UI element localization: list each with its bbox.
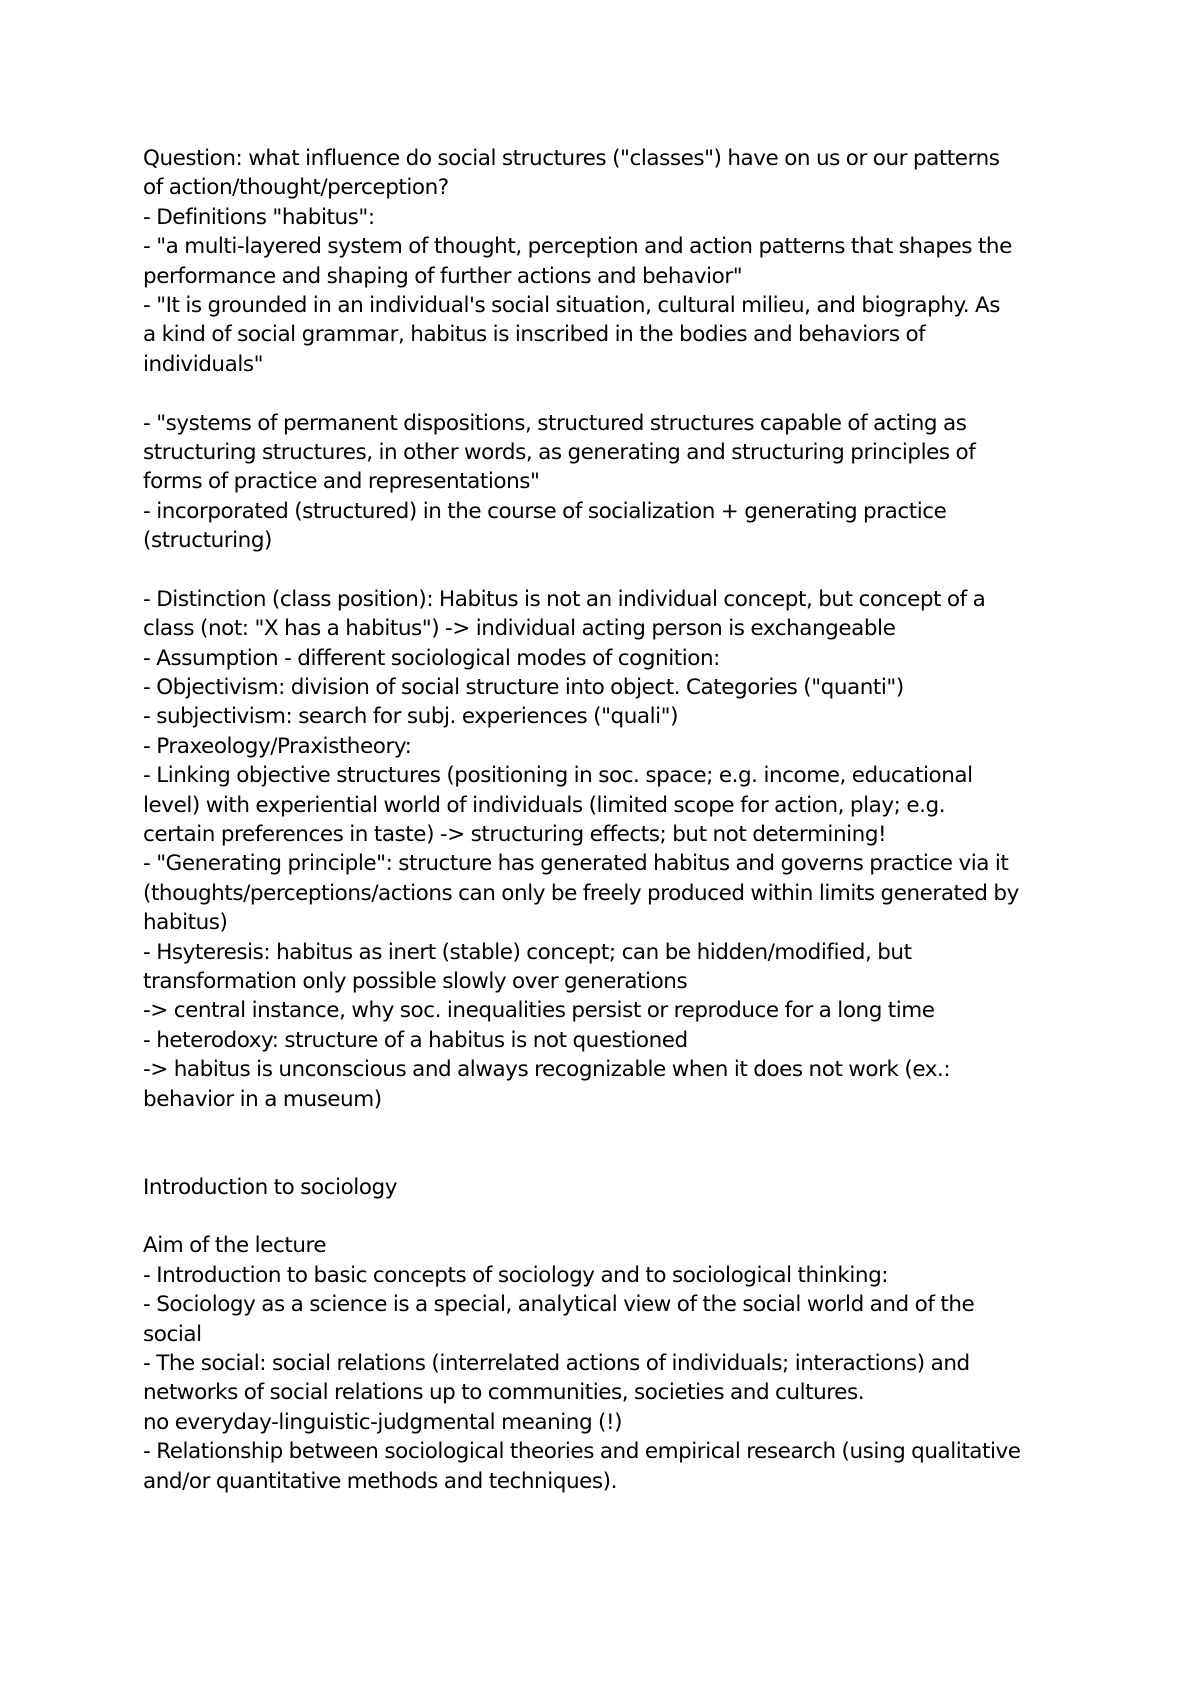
blank-line	[143, 1114, 1083, 1143]
blank-line	[143, 555, 1083, 584]
text-line: (thoughts/perceptions/actions can only be freely produced within limits generated by	[143, 880, 1019, 906]
document-body	[143, 144, 1083, 1496]
text-line: - Praxeology/Praxistheory:	[143, 733, 412, 759]
text-line: - Assumption - different sociological modes of cognition:	[143, 645, 720, 671]
text-line: individuals"	[143, 351, 264, 377]
text-line: behavior in a museum)	[143, 1086, 382, 1112]
text-line: - incorporated (structured) in the course of socialization + generating practice	[143, 498, 947, 524]
text-line: no everyday-linguistic-judgmental meaning (!)	[143, 1409, 623, 1435]
text-line: - "It is grounded in an individual's social situation, cultural milieu, and biography. As	[143, 292, 1000, 318]
text-line: -> central instance, why soc. inequalities persist or reproduce for a long time	[143, 998, 935, 1024]
text-line: class (not: "X has a habitus") -> individual acting person is exchangeable	[143, 616, 896, 642]
blank-line	[143, 1143, 1083, 1172]
text-line: a kind of social grammar, habitus is inscribed in the bodies and behaviors of	[143, 322, 926, 348]
text-line: - Hsyteresis: habitus as inert (stable) concept; can be hidden/modified, but	[143, 939, 912, 965]
text-line: - Sociology as a science is a special, analytical view of the social world and of the	[143, 1292, 975, 1318]
text-line: - Distinction (class position): Habitus is not an individual concept, but concept of a	[143, 586, 986, 612]
text-line: - "a multi-layered system of thought, perception and action patterns that shapes the	[143, 234, 1012, 260]
text-line: social	[143, 1321, 202, 1347]
blank-line	[143, 1202, 1083, 1231]
text-line: - "systems of permanent dispositions, structured structures capable of acting as	[143, 410, 967, 436]
text-line: transformation only possible slowly over generations	[143, 968, 688, 994]
text-line: -> habitus is unconscious and always recognizable when it does not work (ex.:	[143, 1057, 951, 1083]
blank-line	[143, 379, 1083, 408]
text-line: forms of practice and representations"	[143, 469, 540, 495]
text-line: - Relationship between sociological theories and empirical research (using qualitative	[143, 1439, 1021, 1465]
text-line: - Introduction to basic concepts of sociology and to sociological thinking:	[143, 1262, 889, 1288]
text-line: habitus)	[143, 910, 228, 936]
subsection-heading: Aim of the lecture	[143, 1233, 327, 1259]
text-line: - Definitions "habitus":	[143, 204, 375, 230]
text-line: (structuring)	[143, 528, 272, 554]
text-line: of action/thought/perception?	[143, 175, 449, 201]
text-line: - The social: social relations (interrelated actions of individuals; interactions) and	[143, 1351, 970, 1377]
text-line: - Linking objective structures (positioning in soc. space; e.g. income, educational	[143, 763, 973, 789]
text-line: structuring structures, in other words, as generating and structuring principles of	[143, 439, 976, 465]
text-line: - heterodoxy: structure of a habitus is not questioned	[143, 1027, 688, 1053]
text-line: - Objectivism: division of social structure into object. Categories ("quanti")	[143, 675, 904, 701]
text-line: Question: what influence do social structures ("classes") have on us or our patterns	[143, 146, 1000, 171]
text-line: - subjectivism: search for subj. experiences ("quali")	[143, 704, 679, 730]
text-line: and/or quantitative methods and techniques).	[143, 1468, 617, 1494]
text-line: performance and shaping of further actions and behavior"	[143, 263, 743, 289]
section-heading: Introduction to sociology	[143, 1174, 398, 1200]
text-line: level) with experiential world of individuals (limited scope for action, play; e.g.	[143, 792, 946, 818]
text-line: networks of social relations up to communities, societies and cultures.	[143, 1380, 865, 1406]
text-line: certain preferences in taste) -> structuring effects; but not determining!	[143, 821, 887, 847]
text-line: - "Generating principle": structure has generated habitus and governs practice via it	[143, 851, 1009, 877]
